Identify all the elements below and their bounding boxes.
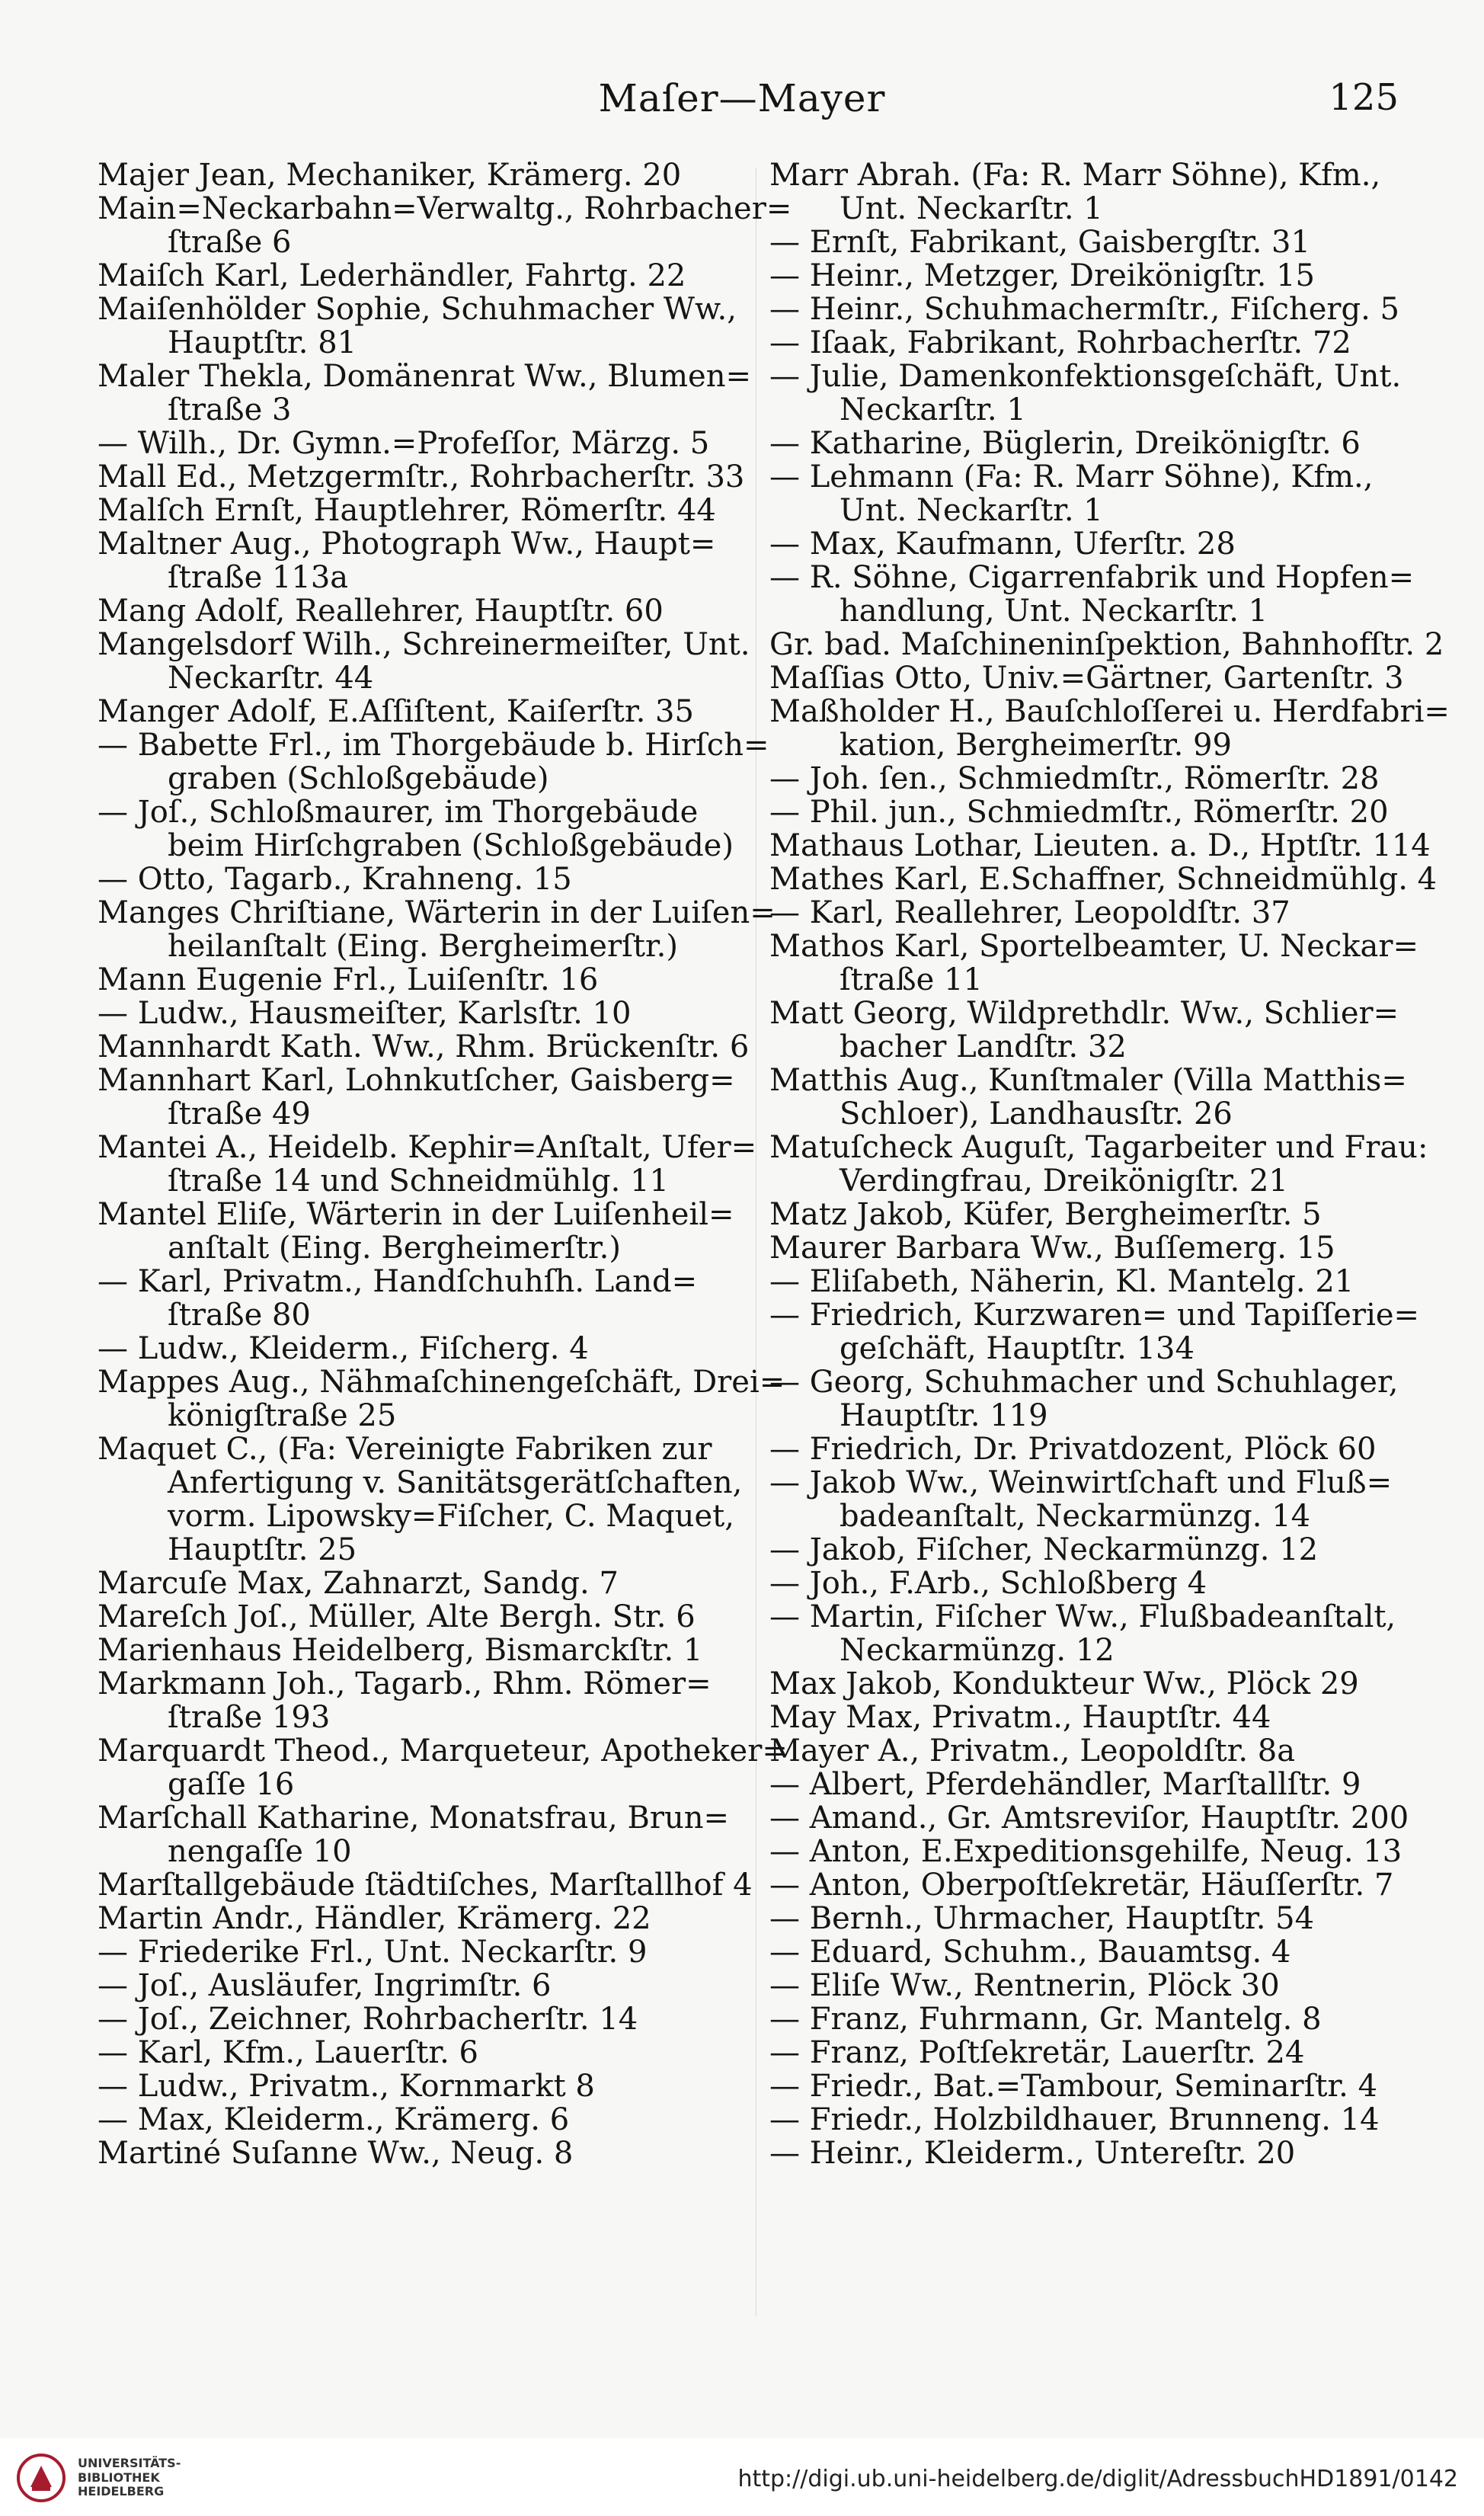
page-number: 125 [1329,76,1399,119]
entry-line: Mannhart Karl, Lohnkutſcher, Gaisberg= [98,1063,735,1098]
entry-continuation-line: ſtraße 3 [168,392,292,427]
entry-continuation-line: königſtraße 25 [168,1398,397,1433]
directory-entry [769,862,1438,897]
directory-entry [98,1969,745,2002]
footer-bar [0,2438,1484,2516]
library-name [78,2457,181,2498]
directory-entry [98,1667,745,1734]
directory-entry [769,293,1409,326]
library-logo[interactable] [15,2447,206,2508]
directory-entry [98,1733,788,1802]
entry-line: — Joſ., Schloßmaurer, im Thorgebäude [98,795,699,830]
entry-line: — Karl, Privatm., Handſchuhſh. Land= [98,1264,698,1299]
directory-entry [98,460,745,494]
directory-entry [769,427,1409,460]
directory-entry [769,1801,1409,1835]
entry-line: Mantel Eliſe, Wärterin in der Luiſenheil= [98,1197,734,1232]
library-line-2: BIBLIOTHEK [78,2470,160,2485]
entry-line: — Iſaak, Fabrikant, Rohrbacherſtr. 72 [769,325,1351,360]
entry-line: — Eliſabeth, Näherin, Kl. Mantelg. 21 [769,1264,1354,1299]
entry-line: — Heinr., Metzger, Dreikönigſtr. 15 [769,258,1315,293]
directory-entry [769,1902,1409,1935]
directory-entry [98,2103,745,2137]
entry-line: — Joh., F.Arb., Schloßberg 4 [769,1566,1207,1601]
directory-entry [98,2036,745,2069]
directory-entry [98,191,792,260]
entry-line: Maler Thekla, Domänenrat Ww., Blumen= [98,359,751,394]
library-line-1: UNIVERSITÄTS- [78,2456,181,2471]
source-url-link[interactable]: http://digi.ub.uni-heidelberg.de/diglit/AdressbuchHD1891/0142 [737,2466,1458,2492]
entry-line: — Babette Frl., im Thorgebäude b. Hirſch= [98,728,769,763]
directory-entry [769,1935,1409,1969]
entry-continuation-line: ſtraße 113a [168,560,349,595]
directory-entry [769,762,1409,795]
directory-entry [769,1567,1409,1600]
directory-entry [98,695,745,728]
entry-continuation-line: Anfertigung v. Sanitätsgerätſchaften, [168,1465,743,1500]
directory-entry [769,460,1409,527]
entry-line: Marcuſe Max, Zahnarzt, Sandg. 7 [98,1566,619,1601]
entry-line: Mathes Karl, E.Schaffner, Schneidmühlg. 4 [769,862,1438,897]
directory-entry [769,1365,1409,1432]
directory-entry [769,1835,1409,1868]
directory-entry [98,1064,745,1131]
entry-line: Maſſias Otto, Univ.=Gärtner, Gartenſtr. 3 [769,661,1404,696]
entry-continuation-line: Neckarſtr. 44 [168,661,374,696]
entry-line: — Phil. jun., Schmiedmſtr., Römerſtr. 20 [769,795,1389,830]
directory-entry [98,527,745,594]
entry-line: Matuſcheck Auguſt, Tagarbeiter und Frau: [769,1130,1428,1165]
entry-continuation-line: Hauptſtr. 119 [840,1398,1048,1433]
entry-line: — Georg, Schuhmacher und Schuhlager, [769,1365,1399,1400]
entry-line: — Amand., Gr. Amtsreviſor, Hauptſtr. 200 [769,1801,1409,1836]
entry-line: — Wilh., Dr. Gymn.=Profeſſor, Märzg. 5 [98,426,710,461]
directory-entry [769,1231,1409,1265]
entry-continuation-line: ſtraße 49 [168,1096,311,1132]
directory-entry [98,728,769,796]
entry-continuation-line: gaſſe 16 [168,1767,295,1802]
entry-line: — Franz, Fuhrmann, Gr. Mantelg. 8 [769,2002,1322,2037]
entry-line: — Ernſt, Fabrikant, Gaisbergſtr. 31 [769,225,1310,260]
entry-continuation-line: Unt. Neckarſtr. 1 [840,191,1103,226]
directory-entry [769,896,1409,930]
directory-entry [769,1768,1409,1801]
directory-entry [98,963,745,997]
entry-continuation-line: kation, Bergheimerſtr. 99 [840,728,1232,763]
entry-continuation-line: ſtraße 6 [168,225,292,260]
directory-entry [769,259,1409,293]
entry-line: Marquardt Theod., Marqueteur, Apotheker= [98,1733,788,1769]
entry-line: — Ludw., Privatm., Kornmarkt 8 [98,2069,595,2104]
entry-line: — Karl, Kfm., Lauerſtr. 6 [98,2035,478,2070]
entry-line: Main=Neckarbahn=Verwaltg., Rohrbacher= [98,191,792,226]
entry-line: Marſtallgebäude ſtädtiſches, Marſtallhof 4 [98,1868,753,1903]
entry-continuation-line: beim Hirſchgraben (Schloßgebäude) [168,828,734,863]
entry-continuation-line: anſtalt (Eing. Bergheimerſtr.) [168,1231,621,1266]
directory-entry [769,1130,1428,1199]
library-line-3: HEIDELBERG [78,2484,165,2499]
directory-entry [769,1600,1409,1667]
entry-line: — Albert, Pferdehändler, Marſtallſtr. 9 [769,1767,1361,1802]
entry-continuation-line: Neckarmünzg. 12 [840,1633,1115,1668]
entry-line: — Katharine, Büglerin, Dreikönigſtr. 6 [769,426,1361,461]
entry-line: — Otto, Tagarb., Krahneng. 15 [98,862,572,897]
entry-continuation-line: Verdingfrau, Dreikönigſtr. 21 [840,1164,1288,1199]
entry-line: Majer Jean, Mechaniker, Krämerg. 20 [98,158,682,193]
entry-line: Maiſenhölder Sophie, Schuhmacher Ww., [98,292,737,327]
directory-entry [98,1868,753,1903]
directory-entry [98,1801,745,1868]
directory-entry [769,1701,1409,1734]
entry-line: Martiné Suſanne Ww., Neug. 8 [98,2136,574,2171]
directory-entry [769,527,1409,561]
directory-entry [98,1902,745,1935]
entry-continuation-line: geſchäft, Hauptſtr. 134 [840,1331,1195,1366]
entry-line: Maquet C., (Fa: Vereinigte Fabriken zur [98,1432,712,1467]
entry-line: — Anton, Oberpoſtſekretär, Häuſſerſtr. 7 [769,1868,1394,1903]
entry-line: — Heinr., Schuhmachermſtr., Fiſcherg. 5 [769,292,1399,327]
directory-entry [98,1365,785,1433]
entry-continuation-line: ſtraße 14 und Schneidmühlg. 11 [168,1164,669,1199]
entry-line: — Heinr., Kleiderm., Untereſtr. 20 [769,2136,1296,2171]
directory-entry [98,494,745,527]
entry-line: Marſchall Katharine, Monatsfrau, Brun= [98,1801,730,1836]
entry-line: Gr. bad. Maſchineninſpektion, Bahnhofſtr. 2 [769,627,1444,662]
entry-line: May Max, Privatm., Hauptſtr. 44 [769,1700,1271,1735]
directory-entry [769,1466,1409,1533]
directory-entry [98,1198,745,1265]
directory-entry [769,158,1409,226]
entry-line: — R. Söhne, Cigarrenfabrik und Hopfen= [769,560,1415,595]
entry-line: Maiſch Karl, Lederhändler, Fahrtg. 22 [98,258,686,293]
directory-entry [769,1432,1409,1466]
entry-line: Maßholder H., Bauſchloſſerei u. Herdfabri= [769,694,1450,729]
page-header [0,70,1484,123]
entry-line: Matthis Aug., Kunſtmaler (Villa Matthis= [769,1063,1407,1098]
entry-continuation-line: Schloer), Landhausſtr. 26 [840,1096,1233,1132]
entry-line: Mangelsdorf Wilh., Schreinermeiſter, Unt. [98,627,750,662]
entry-line: — Karl, Reallehrer, Leopoldſtr. 37 [769,895,1291,930]
entry-line: Mall Ed., Metzgermſtr., Rohrbacherſtr. 33 [98,459,745,495]
directory-entry [769,1533,1409,1567]
entry-continuation-line: ſtraße 193 [168,1700,331,1735]
entry-line: — Friedrich, Dr. Privatdozent, Plöck 60 [769,1432,1377,1467]
entry-line: Malſch Ernſt, Hauptlehrer, Römerſtr. 44 [98,493,716,528]
directory-entry [98,1600,745,1634]
directory-entry [98,1332,745,1365]
directory-entry [769,2069,1409,2103]
directory-entry [98,2069,745,2103]
entry-line: — Joſ., Ausläufer, Ingrimſtr. 6 [98,1968,552,2003]
directory-entry [769,2137,1409,2170]
entry-line: — Ludw., Kleiderm., Fiſcherg. 4 [98,1331,589,1366]
directory-entry [769,929,1419,997]
directory-entry [769,326,1409,360]
entry-continuation-line: Neckarſtr. 1 [840,392,1026,427]
directory-entry [769,997,1409,1064]
directory-entry [98,2137,745,2170]
entry-continuation-line: Hauptſtr. 81 [168,325,357,360]
directory-entry [98,427,745,460]
entry-line: Mantei A., Heidelb. Kephir=Anſtalt, Ufer= [98,1130,757,1165]
entry-continuation-line: handlung, Unt. Neckarſtr. 1 [840,594,1268,629]
entry-line: Mayer A., Privatm., Leopoldſtr. 8a [769,1733,1296,1769]
directory-entry [769,1969,1409,2002]
entry-line: Marr Abrah. (Fa: R. Marr Söhne), Kfm., [769,158,1381,193]
entry-line: Manges Chriſtiane, Wärterin in der Luiſen= [98,895,776,930]
directory-entry [769,1198,1409,1231]
entry-line: Mang Adolf, Reallehrer, Hauptſtr. 60 [98,594,664,629]
directory-entry [769,627,1444,662]
directory-entry [98,997,745,1030]
entry-line: Mappes Aug., Nähmaſchinengeſchäft, Drei= [98,1365,785,1400]
directory-entry [769,828,1431,863]
entry-line: — Friedrich, Kurzwaren= und Tapiſſerie= [769,1298,1420,1333]
directory-entry [769,661,1409,695]
directory-entry [769,1667,1409,1701]
directory-entry [769,1298,1420,1366]
directory-entry [98,863,745,896]
directory-entry [98,1130,757,1199]
entry-continuation-line: badeanſtalt, Neckarmünzg. 14 [840,1499,1311,1534]
directory-entry [769,1265,1409,1298]
directory-entry [98,1265,745,1332]
entry-line: — Jakob Ww., Weinwirtſchaft und Fluß= [769,1465,1393,1500]
entry-line: — Friedr., Bat.=Tambour, Seminarſtr. 4 [769,2069,1378,2104]
entry-line: Martin Andr., Händler, Krämerg. 22 [98,1901,651,1936]
entry-line: Marienhaus Heidelberg, Bismarckſtr. 1 [98,1633,703,1668]
directory-entry [769,795,1409,829]
directory-entry [98,1029,750,1064]
entry-line: Manger Adolf, E.Aſſiſtent, Kaiſerſtr. 35 [98,694,694,729]
entry-line: — Martin, Fiſcher Ww., Flußbadeanſtalt, [769,1599,1396,1634]
entry-continuation-line: Hauptſtr. 25 [168,1532,357,1567]
entry-line: — Julie, Damenkonfektionsgeſchäft, Unt. [769,359,1402,394]
entry-line: — Friederike Frl., Unt. Neckarſtr. 9 [98,1935,648,1970]
entry-continuation-line: graben (Schloßgebäude) [168,761,549,796]
entry-continuation-line: vorm. Lipowsky=Fiſcher, C. Maquet, [168,1499,734,1534]
directory-entry [98,895,776,964]
entry-line: — Bernh., Uhrmacher, Hauptſtr. 54 [769,1901,1315,1936]
directory-entry [769,360,1409,427]
entry-line: Max Jakob, Kondukteur Ww., Plöck 29 [769,1666,1359,1701]
directory-entry [769,2036,1409,2069]
directory-entry [98,1935,745,1969]
directory-entry [98,594,745,628]
entry-line: — Joſ., Zeichner, Rohrbacherſtr. 14 [98,2002,638,2037]
directory-entry [769,560,1415,629]
university-library-logo-icon [15,2452,67,2504]
entry-continuation-line: heilanſtalt (Eing. Bergheimerſtr.) [168,929,678,964]
entry-line: — Friedr., Holzbildhauer, Brunneng. 14 [769,2102,1380,2137]
directory-entry [98,795,745,863]
directory-entry [98,359,751,427]
directory-entry [98,1567,745,1600]
directory-entry [769,2002,1409,2036]
entry-line: — Anton, E.Expeditionsgehilfe, Neug. 13 [769,1834,1402,1869]
entry-line: — Max, Kaufmann, Uferſtr. 28 [769,527,1236,562]
entry-line: — Eduard, Schuhm., Bauamtsg. 4 [769,1935,1291,1970]
entry-line: Mathaus Lothar, Lieuten. a. D., Hptſtr. 114 [769,828,1431,863]
entry-continuation-line: nengaſſe 10 [168,1834,352,1869]
entry-continuation-line: ſtraße 80 [168,1298,311,1333]
directory-entry [98,2002,745,2036]
directory-entry [769,2103,1409,2137]
entry-line: — Franz, Poſtſekretär, Lauerſtr. 24 [769,2035,1305,2070]
entry-line: — Joh. ſen., Schmiedmſtr., Römerſtr. 28 [769,761,1380,796]
entry-line: Matz Jakob, Küfer, Bergheimerſtr. 5 [769,1197,1322,1232]
directory-entry [98,1432,745,1567]
entry-line: Mann Eugenie Frl., Luiſenſtr. 16 [98,962,599,997]
entry-line: Maltner Aug., Photograph Ww., Haupt= [98,527,716,562]
directory-entry [769,1734,1409,1768]
right-column [769,158,1450,2171]
directory-entry [98,1634,745,1667]
left-column [98,158,792,2171]
entry-line: — Max, Kleiderm., Krämerg. 6 [98,2102,570,2137]
entry-line: Mannhardt Kath. Ww., Rhm. Brückenſtr. 6 [98,1029,750,1064]
directory-entry [769,226,1409,259]
entry-line: — Jakob, Fiſcher, Neckarmünzg. 12 [769,1532,1319,1567]
directory-entry [98,259,745,293]
entry-line: Markmann Joh., Tagarb., Rhm. Römer= [98,1666,712,1701]
entry-line: Mathos Karl, Sportelbeamter, U. Neckar= [769,929,1419,964]
directory-entry [769,1064,1409,1131]
entry-line: Mareſch Joſ., Müller, Alte Bergh. Str. 6 [98,1599,696,1634]
entry-line: — Ludw., Hausmeiſter, Karlsſtr. 10 [98,996,632,1031]
directory-entry [98,158,745,192]
directory-entry [98,293,745,360]
entry-line: Maurer Barbara Ww., Buſſemerg. 15 [769,1231,1335,1266]
directory-entry [98,627,750,696]
directory-entry [769,694,1450,763]
directory-entry [769,1868,1409,1902]
entry-continuation-line: Unt. Neckarſtr. 1 [840,493,1103,528]
entry-line: — Lehmann (Fa: R. Marr Söhne), Kfm., [769,459,1374,495]
entry-line: Matt Georg, Wildprethdlr. Ww., Schlier= [769,996,1399,1031]
entry-continuation-line: ſtraße 11 [840,962,983,997]
running-title: Maſer—Mayer [598,76,886,120]
entry-line: — Eliſe Ww., Rentnerin, Plöck 30 [769,1968,1280,2003]
entry-continuation-line: bacher Landſtr. 32 [840,1029,1127,1064]
